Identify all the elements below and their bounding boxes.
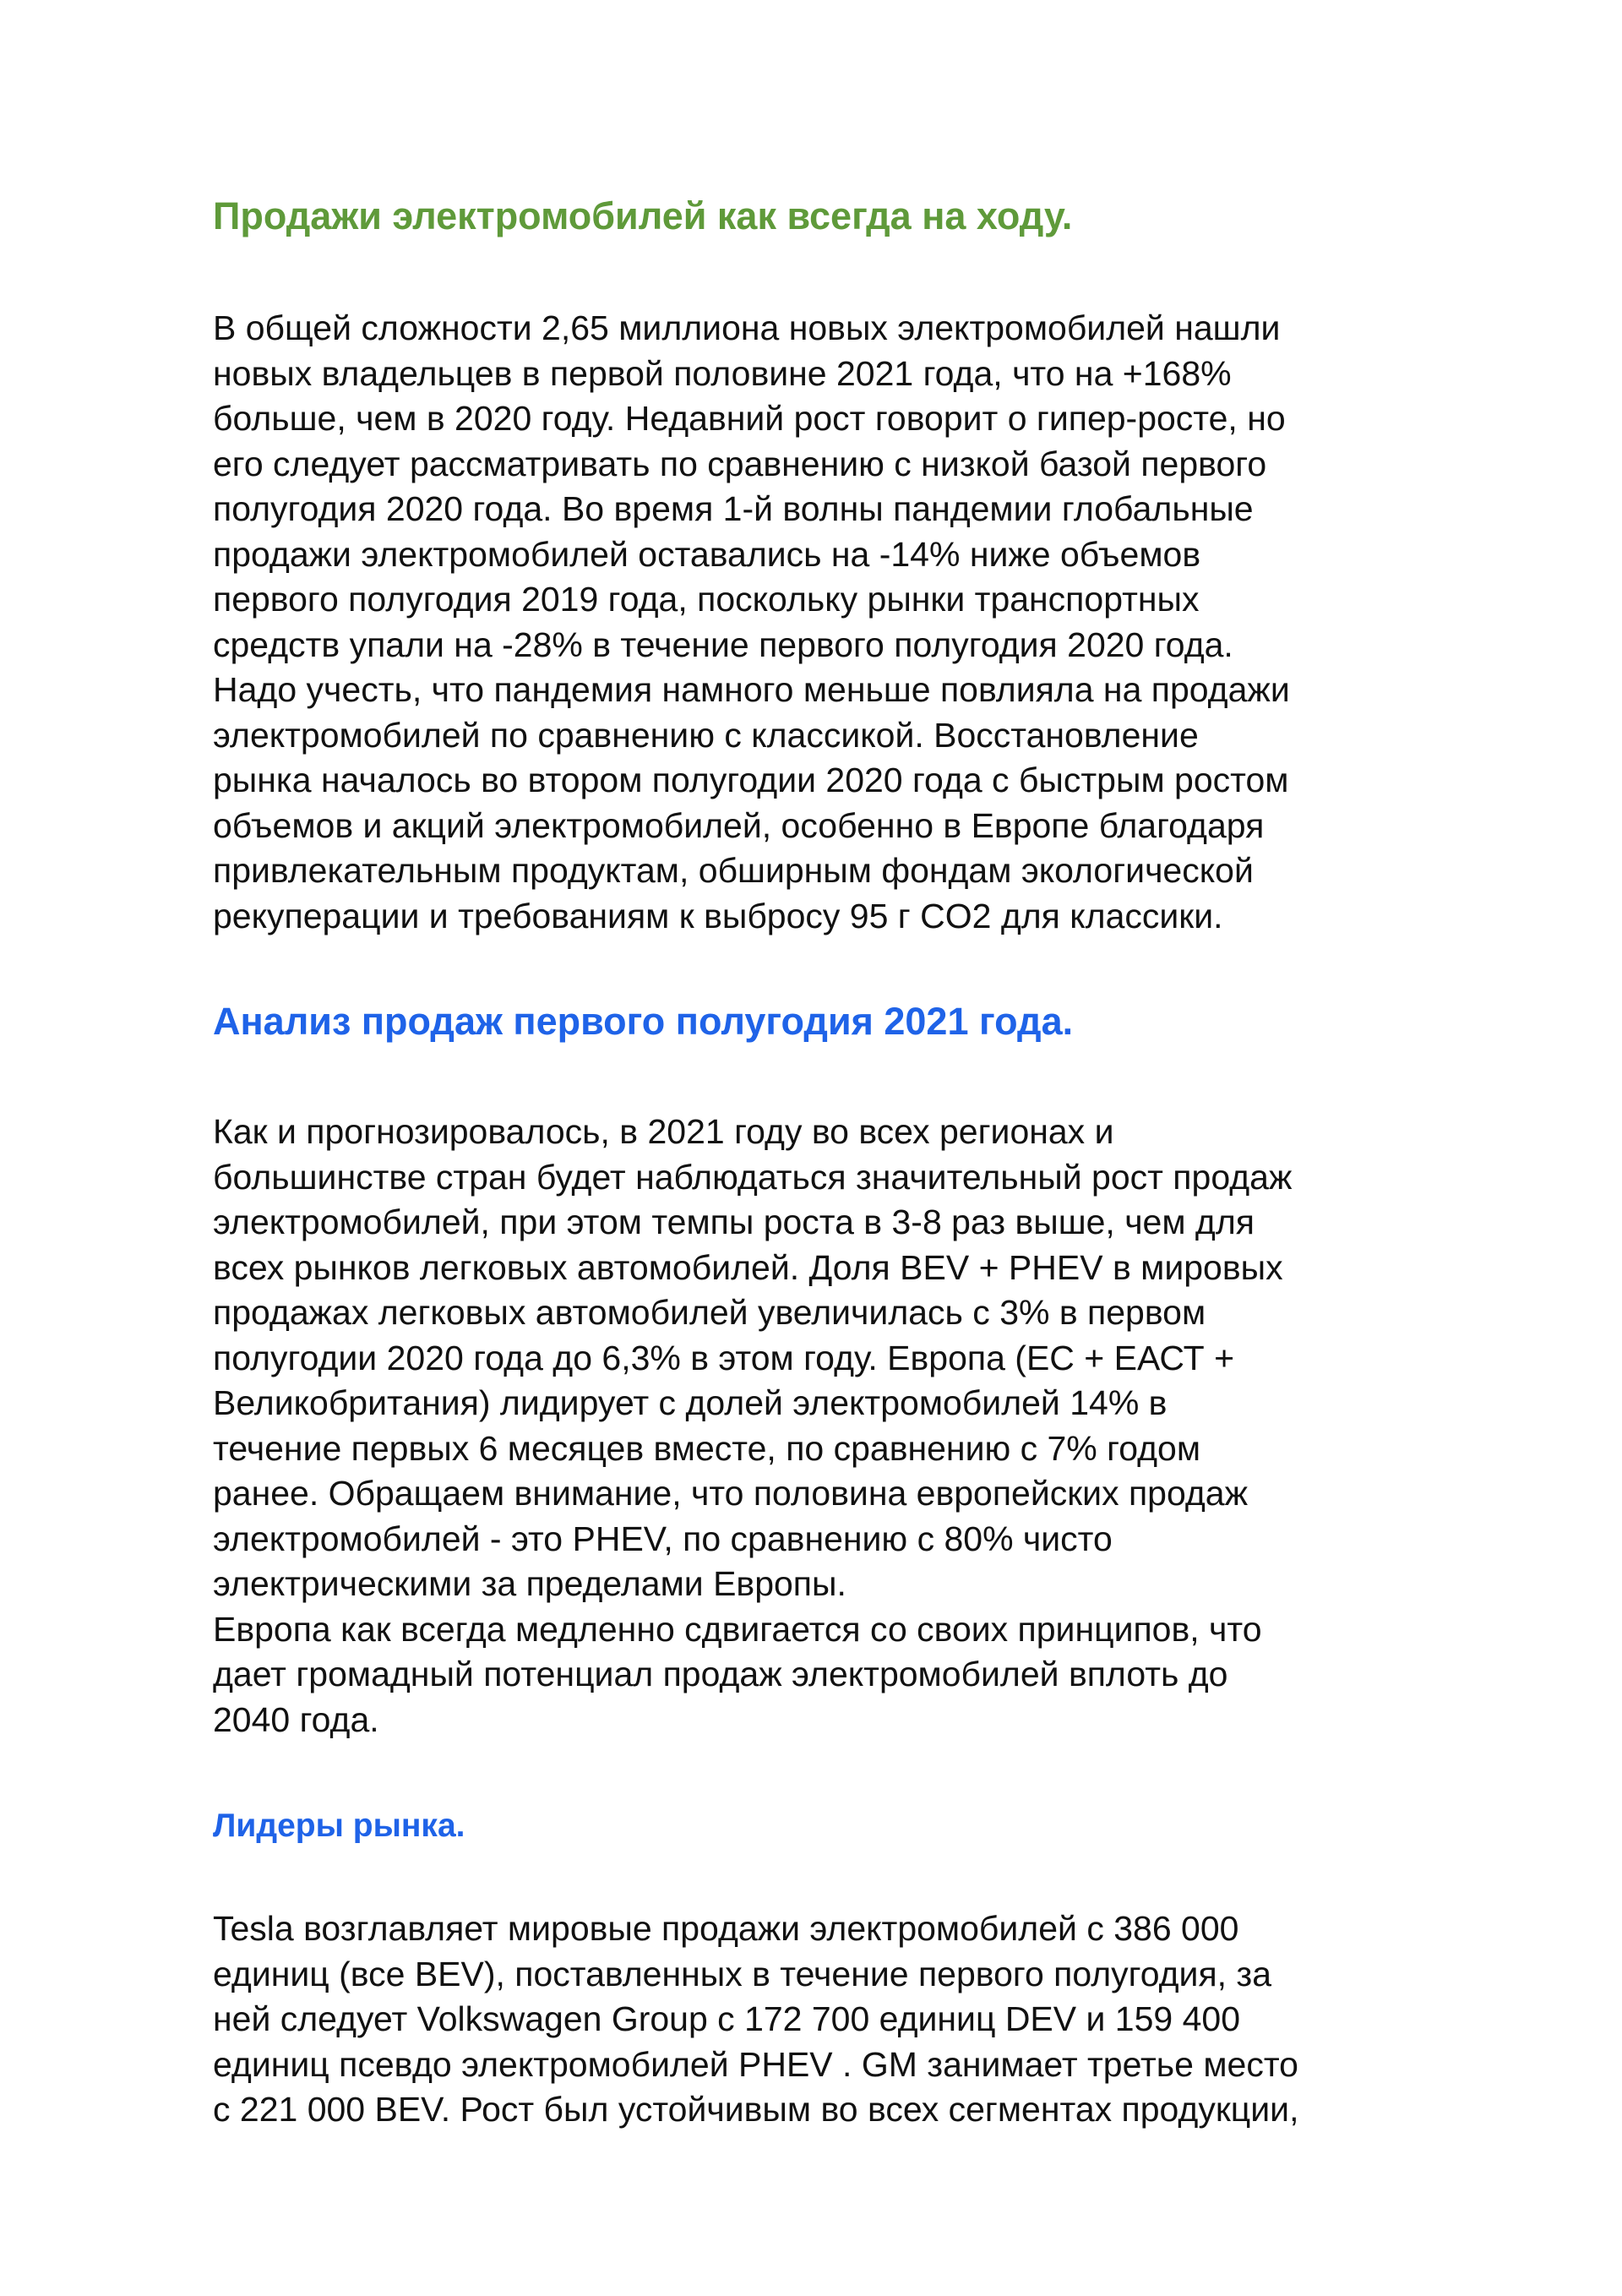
text-line: электромобилей по сравнению с классикой. Восстановление (213, 715, 1199, 755)
text-line: продажах легковых автомобилей увеличилась с 3% в первом (213, 1293, 1206, 1332)
text-line: единиц псевдо электромобилей PHEV . GM занимает третье место (213, 2044, 1298, 2084)
document-page (213, 193, 1480, 2133)
paragraph-market-leaders (213, 1906, 1480, 2133)
text-line: дает громадный потенциал продаж электромобилей вплоть до (213, 1655, 1228, 1693)
text-line: большинстве стран будет наблюдаться значительный рост продаж (213, 1157, 1293, 1197)
text-line: с 221 000 BEV. Рост был устойчивым во всех сегментах продукции, (213, 2090, 1299, 2129)
text-line: единиц (все BEV), поставленных в течение первого полугодия, за (213, 1954, 1272, 1993)
text-line: Европа как всегда медленно сдвигается со своих принципов, что (213, 1609, 1262, 1649)
text-line: электромобилей - это PHEV, по сравнению с 80% чисто (213, 1519, 1113, 1558)
text-line: полугодии 2020 года до 6,3% в этом году. Европа (ЕС + ЕАСТ + (213, 1338, 1235, 1377)
section-heading-h1-2021-analysis: Анализ продаж первого полугодия 2021 года. (213, 1000, 1074, 1043)
text-line: течение первых 6 месяцев вместе, по сравнению с 7% годом (213, 1428, 1201, 1468)
paragraph-ev-sales (213, 306, 1480, 939)
text-line: рекуперации и требованиям к выбросу 95 г CO2 для классики. (213, 896, 1223, 935)
text-line: Надо учесть, что пандемия намного меньше повлияла на продажи (213, 670, 1290, 709)
text-line: полугодия 2020 года. Во время 1-й волны пандемии глобальные (213, 489, 1254, 528)
text-line: первого полугодия 2019 года, поскольку рынки транспортных (213, 580, 1200, 619)
section-heading-market-leaders: Лидеры рынка. (213, 1808, 465, 1844)
text-line: электрическими за пределами Европы. (213, 1564, 846, 1603)
text-line: электромобилей, при этом темпы роста в 3-8 раз выше, чем для (213, 1203, 1255, 1241)
text-line: рынка началось во втором полугодии 2020 года с быстрым ростом (213, 761, 1289, 799)
text-line: Как и прогнозировалось, в 2021 году во всех регионах и (213, 1112, 1114, 1151)
text-line: привлекательным продуктам, обширным фондам экологической (213, 851, 1254, 890)
text-line: его следует рассматривать по сравнению с низкой базой первого (213, 444, 1267, 483)
text-line: средств упали на -28% в течение первого полугодия 2020 года. (213, 624, 1233, 664)
text-line: новых владельцев в первой половине 2021 года, что на +168% (213, 353, 1232, 393)
text-line: 2040 года. (213, 1699, 379, 1739)
text-line: объемов и акций электромобилей, особенно в Европе благодаря (213, 805, 1265, 845)
text-line: ней следует Volkswagen Group с 172 700 единиц DEV и 159 400 (213, 1999, 1241, 2038)
text-line: В общей сложности 2,65 миллиона новых электромобилей нашли (213, 308, 1281, 347)
text-line: всех рынков легковых автомобилей. Доля BEV + PHEV в мировых (213, 1247, 1283, 1287)
text-line: ранее. Обращаем внимание, что половина европейских продаж (213, 1474, 1249, 1513)
paragraph-h1-2021-analysis (213, 1110, 1480, 1742)
section-heading-ev-sales: Продажи электромобилей как всегда на ходу. (213, 194, 1073, 237)
text-line: больше, чем в 2020 году. Недавний рост говорит о гипер-росте, но (213, 399, 1286, 438)
text-line: Великобритания) лидирует с долей электромобилей 14% в (213, 1383, 1168, 1422)
text-line: продажи электромобилей оставались на -14% ниже объемов (213, 534, 1201, 574)
text-line: Tesla возглавляет мировые продажи электромобилей с 386 000 (213, 1909, 1239, 1948)
